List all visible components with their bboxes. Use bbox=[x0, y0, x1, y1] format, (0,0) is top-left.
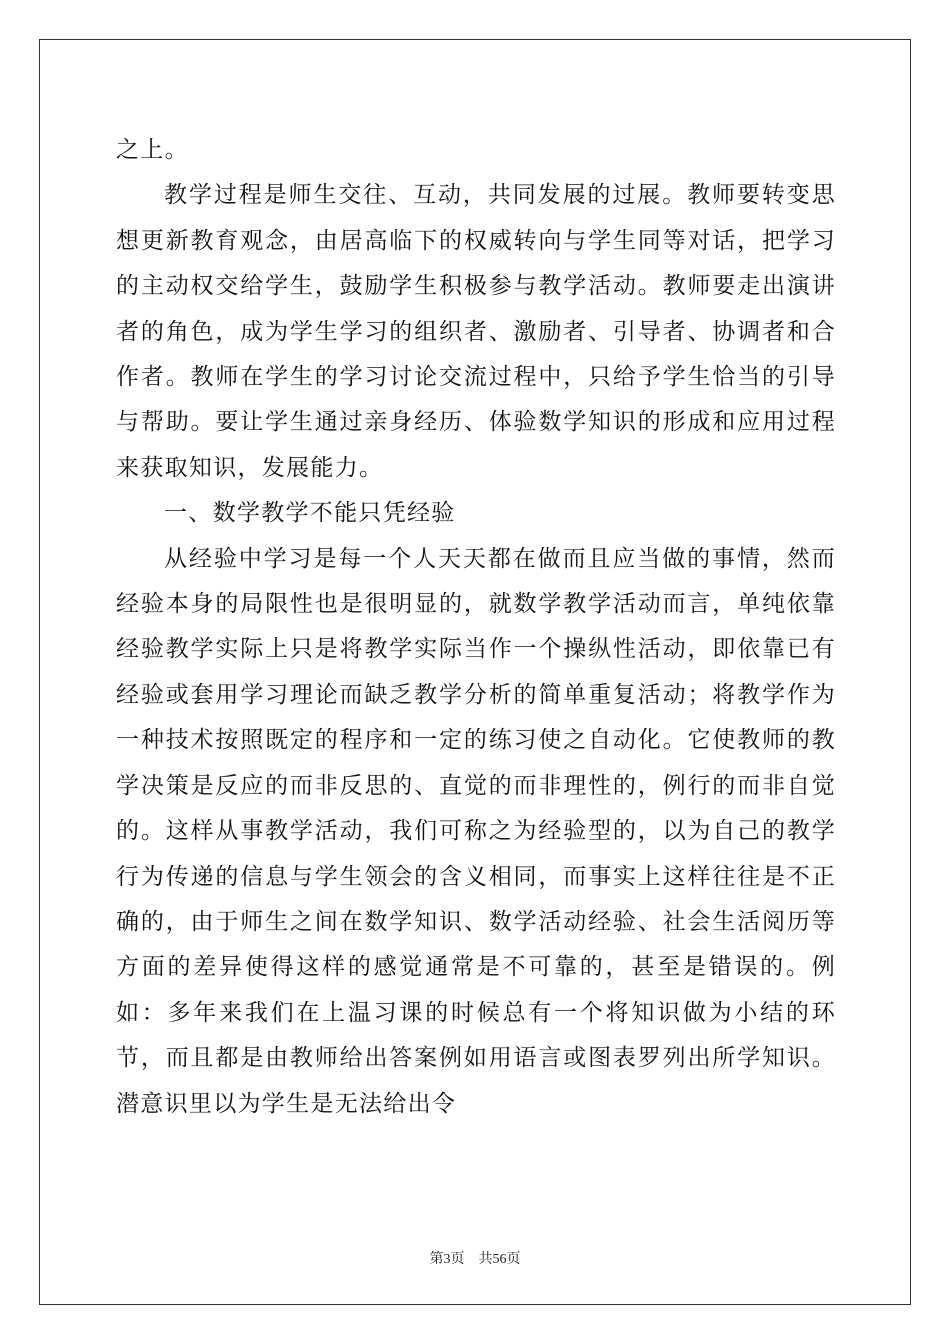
paragraph-3: 从经验中学习是每一个人天天都在做而且应当做的事情，然而经验本身的局限性也是很明显的，就数学教学活动而言，单纯依靠经验教学实际上只是将教学实际当作一个操纵性活动，即依靠已有经验或套用学习理论而缺乏教学分析的简单重复活动；将教学作为一种技术按照既定的程序和一定的练习使之自动化。它使教师的教学决策是反应的而非反思的、直觉的而非理性的，例行的而非自觉的。这样从事教学活动，我们可称之为经验型的，以为自己的教学行为传递的信息与学生领会的含义相同，而事实上这样往往是不正确的，由于师生之间在数学知识、数学活动经验、社会生活阅历等方面的差异使得这样的感觉通常是不可靠的，甚至是错误的。例如：多年来我们在上温习课的时候总有一个将知识做为小结的环节，而且都是由教师给出答案例如用语言或图表罗列出所学知识。潜意识里以为学生是无法给出令 bbox=[116, 545, 836, 1117]
paragraph-1: 之上。 bbox=[116, 137, 189, 163]
document-body bbox=[116, 128, 836, 1127]
page-footer bbox=[0, 1248, 950, 1268]
paragraph-2: 教学过程是师生交往、互动，共同发展的过展。教师要转变思想更新教育观念，由居高临下的权威转向与学生同等对话，把学习的主动权交给学生，鼓励学生积极参与教学活动。教师要走出演讲者的角色，成为学生学习的组织者、激励者、引导者、协调者和合作者。教师在学生的学习讨论交流过程中，只给予学生恰当的引导与帮助。要让学生通过亲身经历、体验数学知识的形成和应用过程来获取知识，发展能力。 bbox=[116, 182, 836, 481]
page-total: 共56页 bbox=[478, 1252, 521, 1267]
page-number: 第3页 bbox=[429, 1252, 465, 1267]
section-heading: 一、数学教学不能只凭经验 bbox=[164, 500, 456, 527]
